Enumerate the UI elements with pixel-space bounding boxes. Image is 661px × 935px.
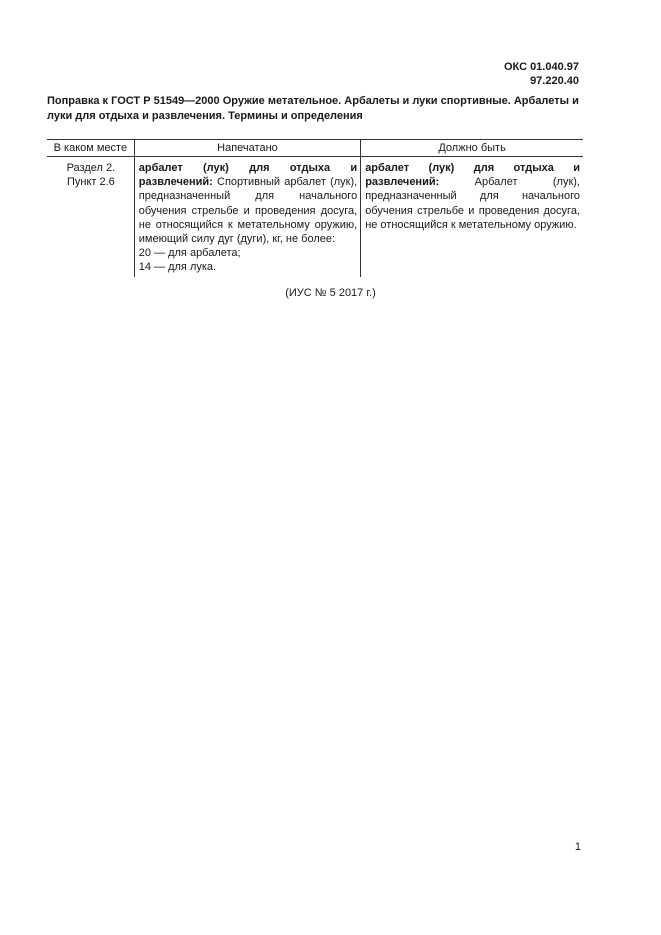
source-reference: (ИУС № 5 2017 г.) xyxy=(285,287,376,299)
classification-code xyxy=(504,60,579,88)
page-number: 1 xyxy=(574,841,581,853)
header-place: В каком месте xyxy=(47,140,134,157)
place-cell xyxy=(47,157,134,277)
should-be-definition: Арбалет (лук), предназначенный для начального обучения стрельбе и проведения досуга, не относящийся к метательному оружию. xyxy=(365,176,580,231)
oks-code-line-2: 97.220.40 xyxy=(530,75,579,87)
should-be-definition-block xyxy=(365,161,580,232)
printed-item-crossbow: 20 — для арбалета; xyxy=(138,247,241,260)
table-row xyxy=(47,157,583,277)
printed-item-bow: 14 — для лука. xyxy=(138,261,217,274)
header-printed: Напечатано xyxy=(134,140,360,157)
should-be-cell xyxy=(361,157,583,277)
document-title: Поправка к ГОСТ Р 51549—2000 Оружие метательное. Арбалеты и луки спортивные. Арбалеты и луки для отдыха и развлечения. Термины и определения xyxy=(47,95,579,122)
place-item: Пункт 2.6 xyxy=(66,176,115,189)
printed-definition: Спортивный арбалет (лук), предназначенный для начального обучения стрельбе и проведения досуга, не относящийся к метательному оружию, имеющий силу дуг (дуги), кг, не более: xyxy=(138,176,358,246)
printed-definition-block xyxy=(139,161,357,246)
printed-cell xyxy=(134,157,360,277)
should-be-term: арбалет (лук) для отдыха и развлечений: xyxy=(365,162,580,189)
oks-code-line-1: ОКС 01.040.97 xyxy=(503,61,579,73)
printed-term: арбалет (лук) для отдыха и развлечений: xyxy=(138,162,358,189)
table-header-row xyxy=(47,140,583,157)
header-should-be: Должно быть xyxy=(361,140,583,157)
place-section: Раздел 2. xyxy=(66,162,116,174)
amendment-table xyxy=(47,139,583,277)
